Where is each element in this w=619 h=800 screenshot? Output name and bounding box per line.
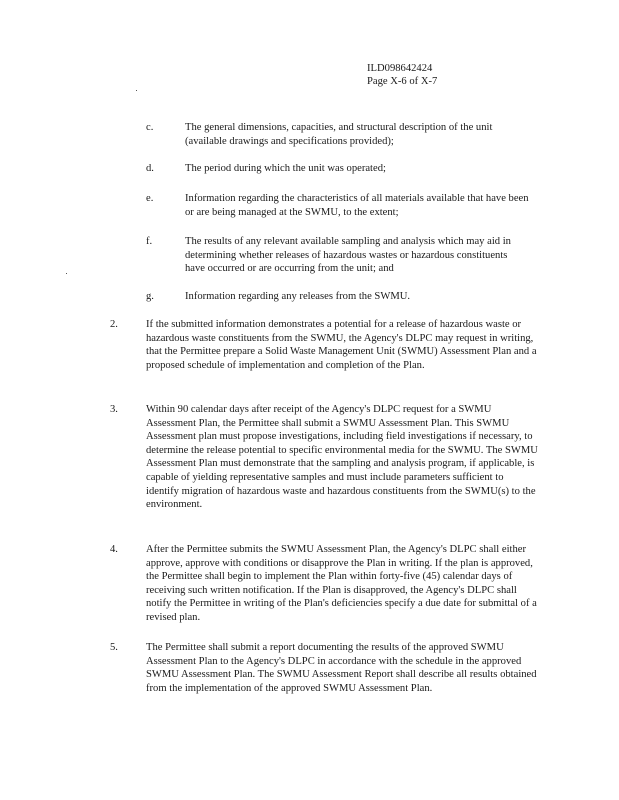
section-item-text: Within 90 calendar days after receipt of the Agency's DLPC request for a SWMU Assessment Plan, the Permittee shall submit a SWMU Assessment Plan. This SWMU Assessment plan must propose investigations, including field investigations if necessary, to determine the release potential to specific environmental media for the SWMU. The SWMU Assessment Plan must demonstrate that the sampling and analysis program, if applicable, is capable of yielding representative samples and must include parameters sufficient to identify migration of hazardous waste and hazardous constituents from the SWMU(s) to the environment. (146, 404, 538, 511)
list-item-text: The period during which the unit was operated; (185, 163, 386, 174)
list-item-label: g. (146, 291, 154, 302)
section-item-text: If the submitted information demonstrates a potential for a release of hazardous waste or hazardous waste constituents from the SWMU, the Agency's DLPC may request in writing, that the Permittee prepare a Solid Waste Management Unit (SWMU) Assessment Plan and a proposed schedule of implementation and completion of the Plan. (146, 319, 537, 371)
section-item-label: 3. (110, 404, 118, 415)
list-item-label: d. (146, 163, 154, 174)
section-item-label: 4. (110, 544, 118, 555)
list-item-text: Information regarding any releases from the SWMU. (185, 291, 411, 302)
page-number: Page X-6 of X-7 (367, 76, 438, 88)
list-item-text: The general dimensions, capacities, and structural description of the unit (available drawings and specifications provided); (185, 122, 493, 147)
section-item-text: After the Permittee submits the SWMU Assessment Plan, the Agency's DLPC shall either approve, approve with conditions or disapprove the Plan in writing. If the plan is approved, the Permittee shall begin to implement the Plan within forty-five (45) calendar days of receiving such written notification. If the Plan is disapproved, the Agency's DLPC shall notify the Permittee in writing of the Plan's deficiencies specify a due date for submittal of a revised plan. (146, 544, 537, 623)
list-item-label: f. (146, 236, 153, 247)
list-item-text: Information regarding the characteristics of all materials available that have been or are being managed at the SWMU, to the extent; (185, 193, 529, 218)
section-item-text: The Permittee shall submit a report documenting the results of the approved SWMU Assessment Plan to the Agency's DLPC in accordance with the schedule in the approved SWMU Assessment Plan. The SWMU Assessment Report shall describe all results obtained from the implementation of the approved SWMU Assessment Plan. (146, 642, 537, 694)
list-item-label: e. (146, 193, 154, 204)
section-item-label: 2. (110, 319, 118, 330)
list-item-label: c. (146, 122, 154, 133)
page-header (367, 62, 437, 89)
list-item-text: The results of any relevant available sampling and analysis which may aid in determining whether releases of hazardous wastes or hazardous constituents have occurred or are occurring from the unit; and (185, 236, 511, 275)
document-id: ILD098642424 (367, 63, 433, 74)
section-item-label: 5. (110, 642, 118, 653)
scan-speck (66, 273, 67, 274)
scan-speck (136, 90, 137, 91)
